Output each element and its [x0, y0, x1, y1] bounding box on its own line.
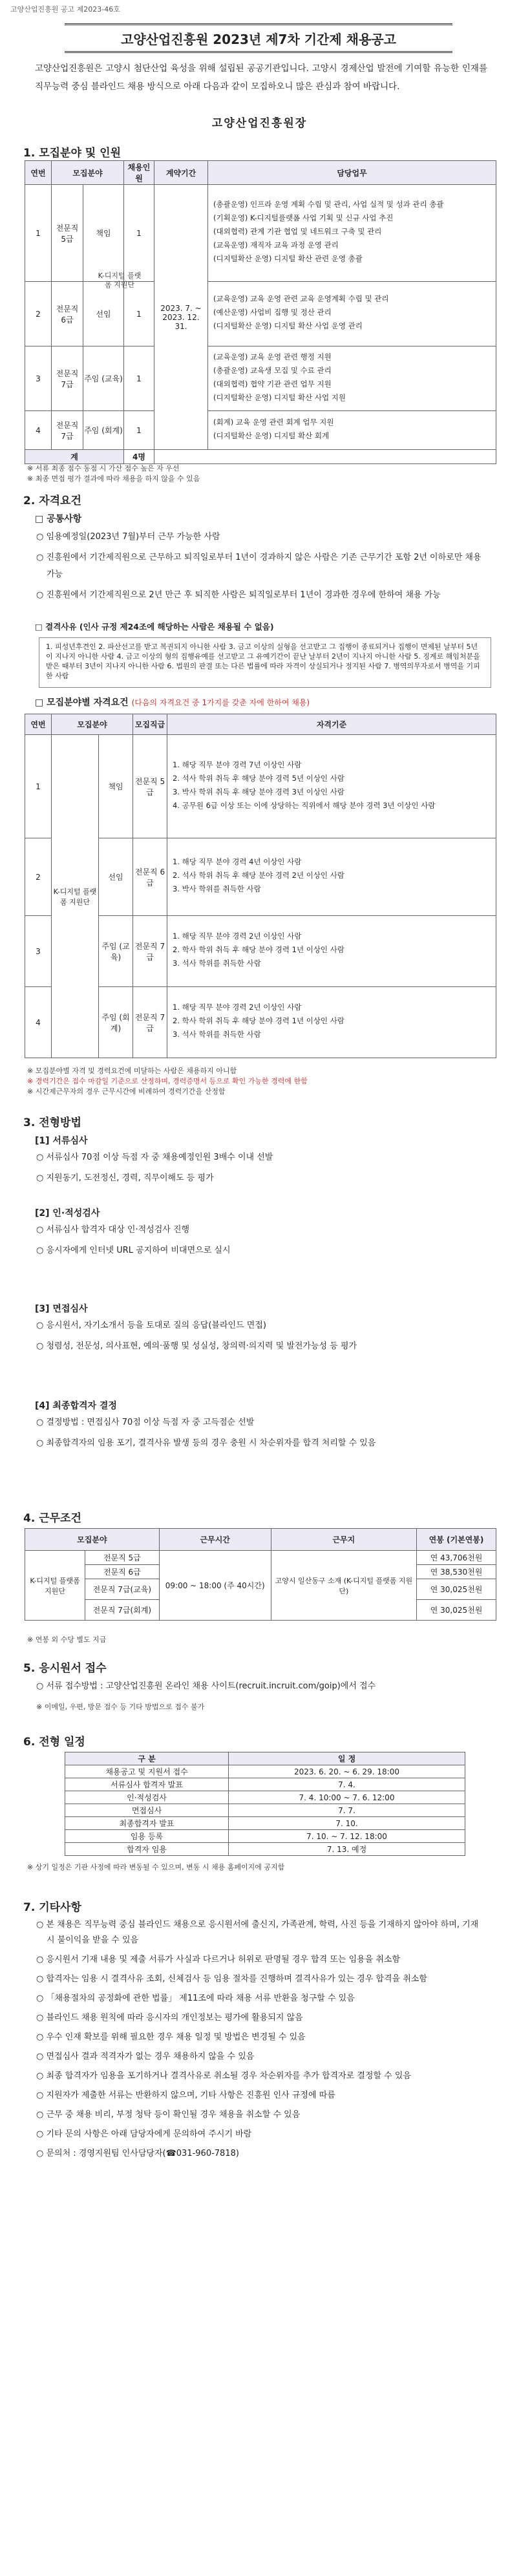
common-list: ○ 임용예정일(2023년 7월)부터 근무 가능한 사람 ○ 진흥원에서 기간제직원으로 근무하고 퇴직일로부터 1년이 경과하지 않은 사람은 기존 근무기간 포함 2년 이하로만 채용 가능 ○ 진흥원에서 기간제직원으로 2년 만근 후 퇴직한 사람은 퇴직일로부터 1년이 경과한 경우에 한하여 채용 가능	[36, 532, 482, 600]
contract-period: 2023. 7. ~ 2023. 12. 31.	[154, 185, 208, 450]
table-row: 3 전문직 7급 주임 (교육) 1 (교육운영) 교육 운영 관련 행정 지원 (총괄운영) 교육생 모집 및 수료 관리 (대외협력) 협약 기관 관련 업무 지원 (디지털확산 운영) 디지털 확산 사업 지원	[25, 346, 496, 411]
intro-text: 고양산업진흥원은 고양시 첨단산업 육성을 위해 설립된 공공기관입니다. 고양시 경제산업 발전에 기여할 유능한 인재를 직무능력 중심 블라인드 채용 방식으로 아래 다음과 같이 모집하오니 많은 관심과 참여 바랍니다.	[35, 63, 487, 92]
step-3-title: [3] 면접심사	[35, 1304, 88, 1314]
section-1-heading: 1. 모집분야 및 인원	[23, 147, 121, 160]
section-3-heading: 3. 전형방법	[23, 1116, 81, 1129]
doc-number: 고양산업진흥원 공고 제2023-46호	[10, 5, 120, 14]
table-row: 3 주임 (교육) 전문직 7급 1. 해당 직무 분야 경력 2년 이상인 사람 2. 학사 학위 취득 후 해당 분야 경력 1년 이상인 사람 3. 석사 학위를 취득한 사람	[25, 916, 496, 987]
other-notes: ○ 본 채용은 직무능력 중심 블라인드 채용으로 응시원서에 출신지, 가족관계, 학력, 사진 등을 기재하지 않아야 하며, 기재 시 불이익을 받을 수 있음 ○ 응시원서 기재 내용 및 제출 서류가 사실과 다르거나 허위로 판명될 경우 합격 또는 임용을 취소함 ○ 합격자는 임용 시 결격사유 조회, 신체검사 등 임용 절차를 진행하며 결격사유가 있는 경우 합격을 취소함 ○ 「채용절차의 공정화에 관한 법률」 제11조에 따라 채용 서류 반환을 청구할 수 있음 ○ 블라인드 채용 원칙에 따라 응시자의 개인정보는 평가에 활용되지 않음 ○ 우수 인재 확보를 위해 필요한 경우 채용 일정 및 방법은 변경될 수 있음 ○ 면접심사 결과 적격자가 없는 경우 채용하지 않을 수 있음 ○ 최종 합격자가 임용을 포기하거나 결격사유로 취소될 경우 차순위자를 추가 합격자로 결정할 수 있음 ○ 지원자가 제출한 서류는 반환하지 않으며, 기타 사항은 진흥원 인사 규정에 따름 ○ 근무 중 채용 비리, 부정 청탁 등이 확인될 경우 채용을 취소할 수 있음 ○ 기타 문의 사항은 아래 담당자에게 문의하여 주시기 바람 ○ 문의처 : 경영지원팀 인사담당자(☎031-960-7818)	[36, 1917, 489, 2166]
total-row: 계 4명	[25, 450, 496, 464]
apply-method: ○ 서류 접수방법 : 고양산업진흥원 온라인 채용 사이트(recruit.incruit.com/goip)에서 접수	[36, 1681, 376, 1691]
s1-note-2: ※ 최종 면접 평가 결과에 따라 채용을 하지 않을 수 있음	[27, 474, 200, 483]
disqualification-box: 1. 피성년후견인 2. 파산선고를 받고 복권되지 아니한 사람 3. 금고 이상의 실형을 선고받고 그 집행이 종료되거나 집행이 면제된 날부터 5년이 지나지 아니한 사람 4. 금고 이상의 형의 집행유예를 선고받고 그 유예기간이 끝난 날부터 2년이 지나지 아니한 사람 5. 징계로 해임처분을 받은 때부터 3년이 지나지 아니한 사람 6. 법원의 판결 또는 다른 법률에 따라 자격이 상실되거나 정지된 사람 7. 병역의무자로서 병역을 기피한 사람	[39, 637, 491, 688]
common-heading: □ 공통사항	[35, 514, 82, 524]
schedule-table: 구 분 일 정 채용공고 및 지원서 접수 2023. 6. 20. ~ 6. 29. 18:00 서류심사 합격자 발표 7. 4. 인·적성검사 7. 4. 10:00 ~ 7. 6. 12:00 면접심사 7. 7. 최종합격자 발표 7. 10. 임용 등록 7. 10. ~ 7. 12. 18:00 합격자 임용 7. 13. 예정	[65, 1752, 465, 1856]
step-4-title: [4] 최종합격자 결정	[35, 1401, 117, 1411]
step-1-title: [1] 서류심사	[35, 1136, 88, 1146]
qualification-heading: □ 모집분야별 자격요건 (다음의 자격요건 중 1가지를 갖춘 자에 한하여 채용)	[35, 697, 310, 708]
work-place: 고양시 일산동구 소재 (K-디지털 플랫폼 지원단)	[271, 1551, 416, 1621]
section-5-heading: 5. 응시원서 접수	[23, 1662, 107, 1675]
work-hours: 09:00 ~ 18:00 (주 40시간)	[159, 1551, 271, 1621]
section-4-heading: 4. 근무조건	[23, 1512, 81, 1525]
step-2-title: [2] 인·적성검사	[35, 1208, 100, 1219]
table-row: 4 전문직 7급 주임 (회계) 1 (회계) 교육 운영 관련 회계 업무 지원 (디지털확산 운영) 디지털 확산 회계	[25, 411, 496, 450]
table-row: 2 선임 전문직 6급 1. 해당 직무 분야 경력 4년 이상인 사람 2. 석사 학위 취득 후 해당 분야 경력 2년 이상인 사람 3. 박사 학위를 취득한 사람	[25, 838, 496, 916]
col-field: 모집분야	[52, 161, 124, 185]
section-2-heading: 2. 자격요건	[23, 495, 81, 507]
col-duties: 담당업무	[208, 161, 496, 185]
page-title: 고양산업진흥원 2023년 제7차 기간제 채용공고	[65, 23, 452, 53]
table-row: 4 주임 (회계) 전문직 7급 1. 해당 직무 분야 경력 2년 이상인 사람 2. 학사 학위 취득 후 해당 분야 경력 1년 이상인 사람 3. 석사 학위를 취득한 사람	[25, 987, 496, 1058]
section-7-heading: 7. 기타사항	[23, 1901, 81, 1914]
col-contract: 계약기간	[154, 161, 208, 185]
recruit-table	[25, 160, 496, 464]
table-row: 1 전문직 5급 책임 1 2023. 7. ~ 2023. 12. 31. (총괄운영) 인프라 운영 계획 수립 및 관리, 사업 실적 및 성과 관리 총괄 (기획운영) K-디지털플랫폼 사업 기획 및 신규 사업 추진 (대외협력) 관계 기관 협업 및 네트워크 구축 및 관리 (교육운영) 재직자 교육 과정 운영 관리 (디지털확산 운영) 디지털 확산 관련 운영 총괄	[25, 185, 496, 282]
disqualification-heading: □ 결격사유 (인사 규정 제24조에 해당하는 사람은 채용될 수 없음)	[35, 622, 274, 632]
program-name: K-디지털 플랫폼 지원단	[98, 271, 142, 289]
col-count: 채용인원	[124, 161, 154, 185]
qualification-table: 연번 모집분야 모집직급 자격기준 1 K-디지털 플랫폼 지원단 책임 전문직 5급 1. 해당 직무 분야 경력 7년 이상인 사람 2. 석사 학위 취득 후 해당 분야 경력 5년 이상인 사람 3. 박사 학위 취득 후 해당 분야 경력 3년 이상인 사람 4. 공무원 6급 이상 또는 이에 상당하는 직위에서 해당 분야 경력 3년 이상인 사람 2 선임 전문직 6급 1. 해당 직무 분야 경력 4년 이상인 사람 2. 석사 학위 취득 후 해당 분야 경력 2년 이상인 사람 3. 박사 학위를 취득한 사람 3 주임 (교육) 전문직 7급 1. 해당 직무 분야 경력 2년 이상인 사람 2. 학사 학위 취득 후 해당 분야 경력 1년 이상인 사람 3. 석사 학위를 취득한 사람 4 주임 (회계) 전문직 7급 1. 해당 직무 분야 경력 2년 이상인 사람 2. 학사 학위 취득 후 해당 분야 경력 1년 이상인 사람 3. 석사 학위를 취득한 사람	[25, 714, 496, 1058]
org-signature: 고양산업진흥원장	[211, 117, 308, 130]
section-6-heading: 6. 전형 일정	[23, 1736, 85, 1749]
contact-info: ○ 문의처 : 경영지원팀 인사담당자(☎031-960-7818)	[36, 2149, 239, 2158]
table-row: 2 전문직 6급 선임 1 (교육운영) 교육 운영 관련 교육 운영계획 수립 및 관리 (예산운영) 사업비 집행 및 정산 관리 (디지털확산 운영) 디지털 확산 사업 운영 관리	[25, 282, 496, 346]
work-conditions-table: 모집분야 근무시간 근무지 연봉 (기본연봉) K-디지털 플랫폼 지원단 전문직 5급 09:00 ~ 18:00 (주 40시간) 고양시 일산동구 소재 (K-디지털 플랫폼 지원단) 연 43,706천원 전문직 6급 연 38,530천원 전문직 7급(교육) 연 30,025천원 전문직 7급(회계) 연 30,025천원	[25, 1528, 496, 1621]
s1-note-1: ※ 서류 최종 점수 동점 시 가산 점수 높은 자 우선	[27, 464, 180, 473]
col-no: 연번	[25, 161, 52, 185]
table-row: 1 K-디지털 플랫폼 지원단 책임 전문직 5급 1. 해당 직무 분야 경력 7년 이상인 사람 2. 석사 학위 취득 후 해당 분야 경력 5년 이상인 사람 3. 박사 학위 취득 후 해당 분야 경력 3년 이상인 사람 4. 공무원 6급 이상 또는 이에 상당하는 직위에서 해당 분야 경력 3년 이상인 사람	[25, 735, 496, 838]
